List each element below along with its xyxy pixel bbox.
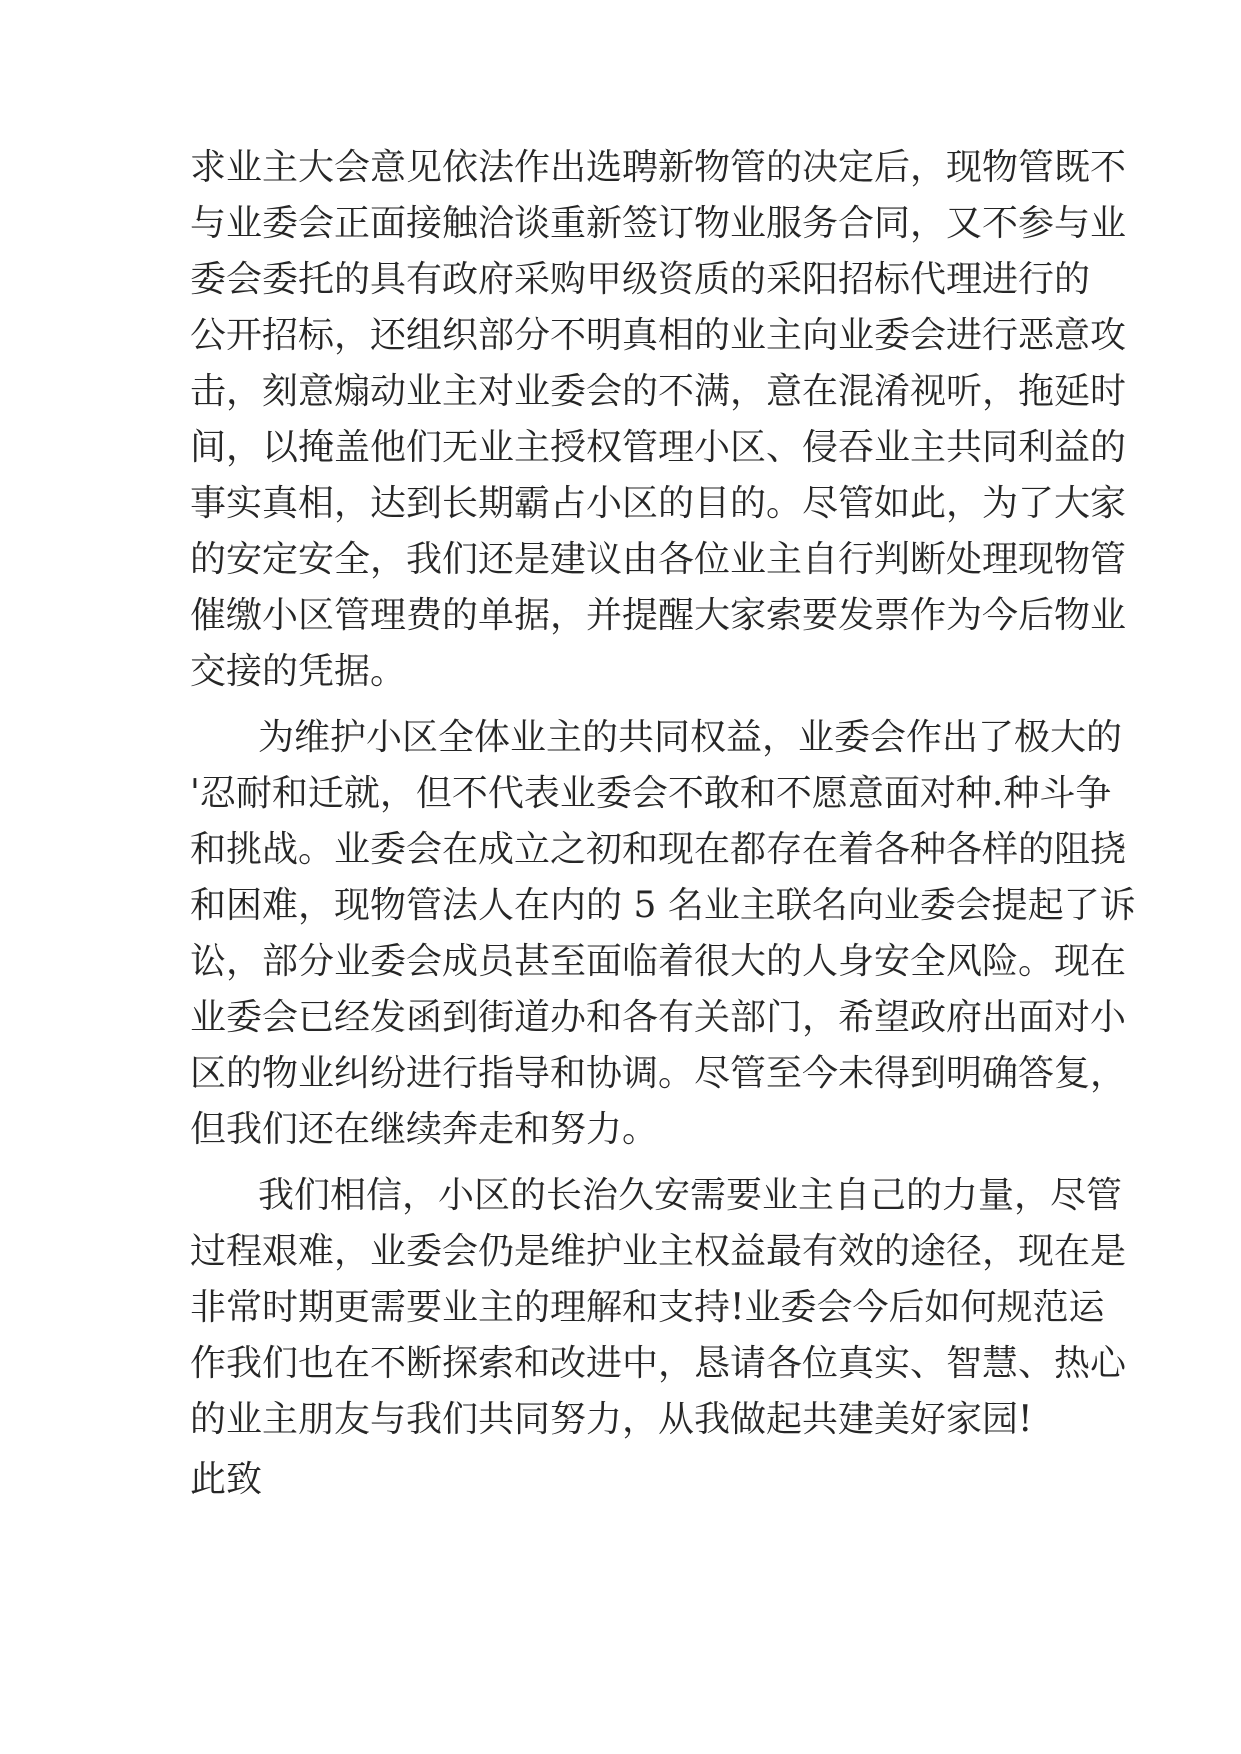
paragraph-first-line: 为维护小区全体业主的共同权益，业委会作出了极大的	[258, 717, 1123, 758]
body-line: 委会委托的具有政府采购甲级资质的采阳招标代理进行的	[190, 259, 1091, 300]
body-line: 作我们也在不断探索和改进中，恳请各位真实、智慧、热心	[190, 1343, 1127, 1384]
body-line: 的安定安全，我们还是建议由各位业主自行判断处理现物管	[190, 539, 1127, 580]
body-line: 讼，部分业委会成员甚至面临着很大的人身安全风险。现在	[190, 941, 1127, 982]
body-line: 事实真相，达到长期霸占小区的目的。尽管如此，为了大家	[190, 483, 1127, 524]
body-line: 的业主朋友与我们共同努力，从我做起共建美好家园!	[190, 1399, 1033, 1440]
body-line: 和挑战。业委会在成立之初和现在都存在着各种各样的阻挠	[190, 829, 1127, 870]
paragraph-first-line: 我们相信，小区的长治久安需要业主自己的力量，尽管	[258, 1175, 1123, 1216]
body-line: '忍耐和迁就，但不代表业委会不敢和不愿意面对种.种斗争	[190, 773, 1112, 814]
body-line: 与业委会正面接触洽谈重新签订物业服务合同，又不参与业	[190, 203, 1127, 244]
body-line: 区的物业纠纷进行指导和协调。尽管至今未得到明确答复，	[190, 1053, 1127, 1094]
body-line: 和困难，现物管法人在内的 5 名业主联名向业委会提起了诉	[190, 885, 1136, 926]
body-line: 但我们还在继续奔走和努力。	[190, 1109, 659, 1150]
body-line: 求业主大会意见依法作出选聘新物管的决定后，现物管既不	[190, 147, 1127, 188]
body-line: 业委会已经发函到街道办和各有关部门，希望政府出面对小	[190, 997, 1127, 1038]
body-line: 非常时期更需要业主的理解和支持!业委会今后如何规范运	[190, 1287, 1105, 1328]
body-line: 过程艰难，业委会仍是维护业主权益最有效的途径，现在是	[190, 1231, 1127, 1272]
body-line: 间，以掩盖他们无业主授权管理小区、侵吞业主共同利益的	[190, 427, 1127, 468]
closing-salutation: 此致	[190, 1459, 263, 1500]
body-line: 交接的凭据。	[190, 651, 407, 692]
body-line: 击，刻意煽动业主对业委会的不满，意在混淆视听，拖延时	[190, 371, 1127, 412]
body-line: 催缴小区管理费的单据，并提醒大家索要发票作为今后物业	[190, 595, 1127, 636]
body-line: 公开招标，还组织部分不明真相的业主向业委会进行恶意攻	[190, 315, 1127, 356]
